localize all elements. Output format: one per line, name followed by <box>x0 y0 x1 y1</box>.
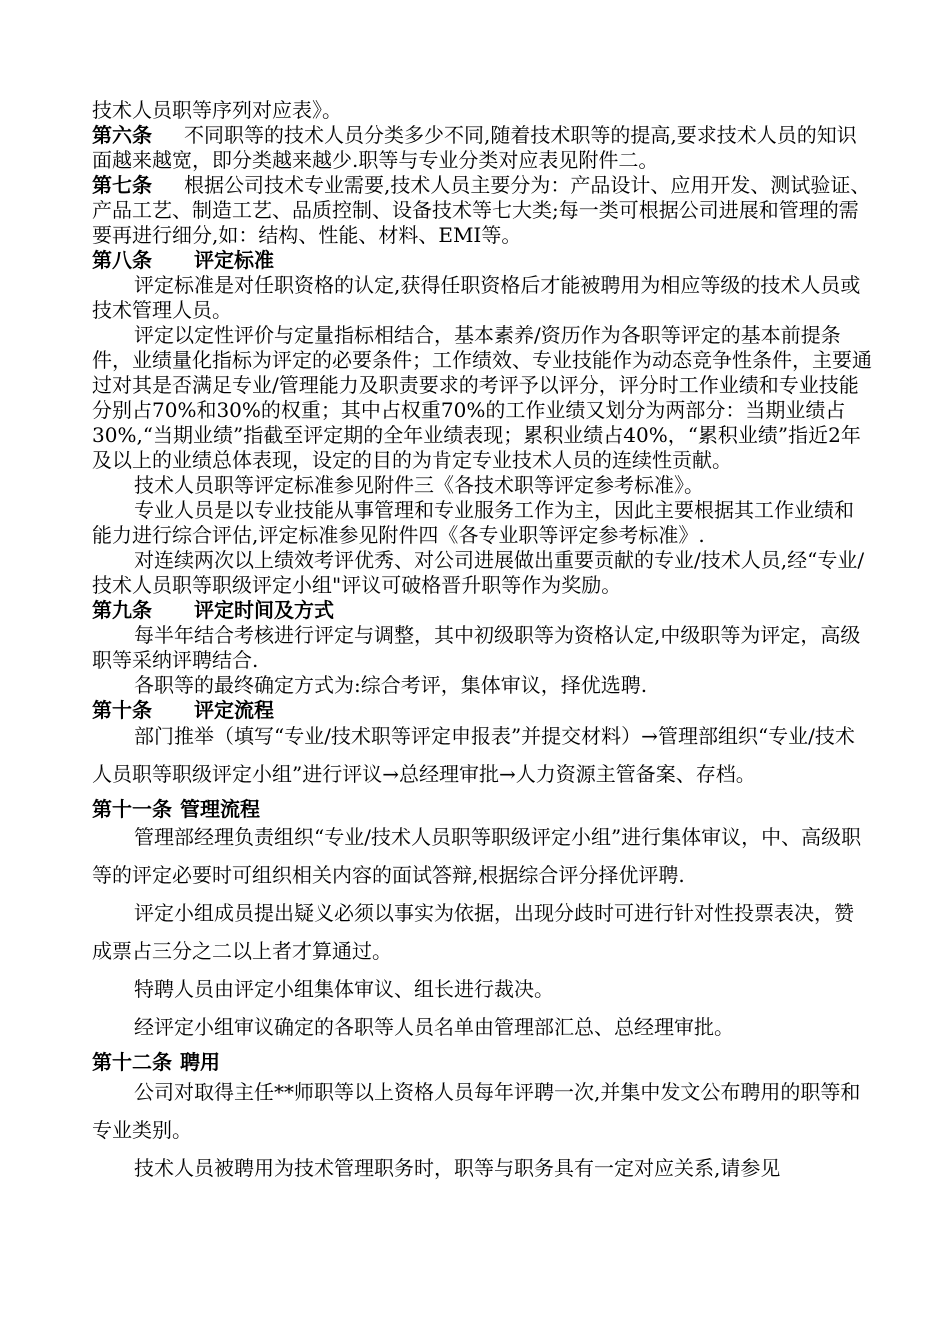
article-6 <box>92 123 872 173</box>
paragraph: 技术人员职等序列对应表》。 <box>92 98 342 122</box>
paragraph: 评定小组成员提出疑义必须以事实为依据，出现分歧时可进行针对性投票表决，赞成票占三分之二以上者才算通过。 <box>92 901 854 963</box>
article-label: 第九条 <box>92 598 152 622</box>
paragraph: 经评定小组审议确定的各职等人员名单由管理部汇总、总经理审批。 <box>134 1015 734 1039</box>
article-title: 评定流程 <box>194 698 274 722</box>
paragraph: 对连续两次以上绩效考评优秀、对公司进展做出重要贡献的专业/技术人员,经“专业/技术人员职等职级评定小组"评议可破格晋升职等作为奖励。 <box>92 548 865 597</box>
paragraph: 特聘人员由评定小组集体审议、组长进行裁决。 <box>134 977 554 1001</box>
paragraph: 管理部经理负责组织“专业/技术人员职等职级评定小组”进行集体审议，中、高级职等的评定必要时可组织相关内容的面试答辩,根据综合评分择优评聘. <box>92 825 862 887</box>
article-12-heading <box>92 1050 872 1075</box>
article-title: 评定时间及方式 <box>194 598 334 622</box>
article-label: 第六条 <box>92 123 152 147</box>
paragraph: 各职等的最终确定方式为:综合考评，集体审议，择优选聘. <box>134 673 648 697</box>
article-label: 第十条 <box>92 698 152 722</box>
article-8-heading <box>92 248 872 273</box>
article-label: 第十一条 <box>92 797 172 821</box>
article-label: 第八条 <box>92 248 152 272</box>
paragraph: 技术人员被聘用为技术管理职务时，职等与职务具有一定对应关系,请参见 <box>134 1156 781 1180</box>
paragraph: 评定以定性评价与定量指标相结合，基本素养/资历作为各职等评定的基本前提条件，业绩量化指标为评定的必要条件；工作绩效、专业技能作为动态竞争性条件，主要通过对其是否满足专业/管理能力及职责要求的考评予以评分，评分时工作业绩和专业技能分别占70%和30%的权重；其中占权重70%的工作业绩又划分为两部分：当期业绩占30%,“当期业绩”指截至评定期的全年业绩表现；累积业绩占40%，“累积业绩”指近2年及以上的业绩总体表现，设定的目的为肯定专业技术人员的连续性贡献。 <box>92 323 872 472</box>
paragraph: 技术人员职等评定标准参见附件三《各技术职等评定参考标准》。 <box>134 473 704 497</box>
article-text: 不同职等的技术人员分类多少不同,随着技术职等的提高,要求技术人员的知识面越来越宽，即分类越来越少.职等与专业分类对应表见附件二。 <box>92 123 857 172</box>
document-page <box>92 98 872 1187</box>
article-9-heading <box>92 598 872 623</box>
article-7 <box>92 173 872 248</box>
article-label: 第七条 <box>92 173 152 197</box>
article-title: 评定标准 <box>194 248 274 272</box>
article-title: 管理流程 <box>180 797 260 821</box>
article-label: 第十二条 <box>92 1050 172 1074</box>
article-text: 根据公司技术专业需要,技术人员主要分为：产品设计、应用开发、测试验证、产品工艺、制造工艺、品质控制、设备技术等七大类;每一类可根据公司进展和管理的需要再进行细分,如：结构、性能、材料、EMI等。 <box>92 173 871 247</box>
paragraph: 部门推举（填写“专业/技术职等评定申报表”并提交材料）→管理部组织“专业/技术人员职等职级评定小组”进行评议→总经理审批→人力资源主管备案、存档。 <box>92 724 855 786</box>
article-title: 聘用 <box>180 1050 220 1074</box>
paragraph: 评定标准是对任职资格的认定,获得任职资格后才能被聘用为相应等级的技术人员或技术管理人员。 <box>92 273 861 322</box>
paragraph: 公司对取得主任**师职等以上资格人员每年评聘一次,并集中发文公布聘用的职等和专业类别。 <box>92 1080 861 1142</box>
paragraph: 专业人员是以专业技能从事管理和专业服务工作为主，因此主要根据其工作业绩和能力进行综合评估,评定标准参见附件四《各专业职等评定参考标准》. <box>92 498 854 547</box>
paragraph: 每半年结合考核进行评定与调整，其中初级职等为资格认定,中级职等为评定，高级职等采纳评聘结合. <box>92 623 861 672</box>
